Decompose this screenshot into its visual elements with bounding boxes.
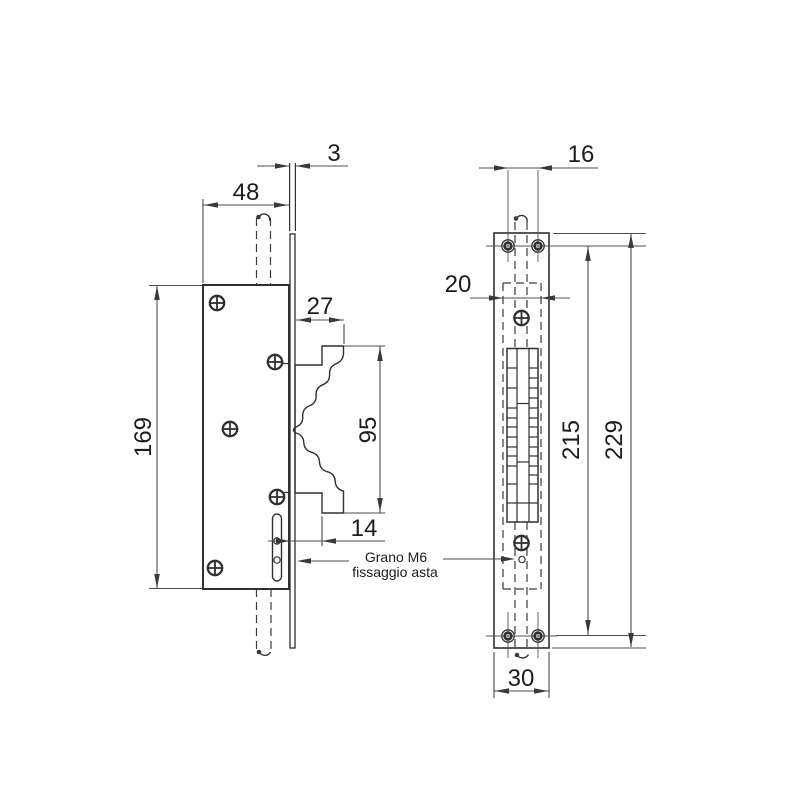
faceplate-edge — [290, 234, 295, 648]
dim-latch-height — [344, 346, 386, 513]
dim-latch-offset — [296, 293, 344, 344]
dim-label: 95 — [355, 416, 382, 444]
dim-label: 48 — [232, 179, 260, 206]
serrated-latch — [294, 346, 344, 513]
dim-label: 27 — [306, 293, 334, 320]
rod-break-dot — [515, 653, 520, 658]
rod-bottom-hidden — [257, 589, 272, 655]
screw-icon — [223, 422, 237, 436]
screw-icon — [268, 355, 282, 369]
rod-break-dot — [514, 216, 519, 221]
front-view — [486, 170, 557, 658]
callout-grub-screw — [297, 549, 515, 580]
rod-break-dot — [256, 215, 261, 220]
screw-icon — [210, 296, 224, 310]
dim-label: 16 — [567, 141, 595, 168]
screw-icon — [514, 311, 528, 325]
dim-label: 215 — [558, 419, 585, 461]
rack-window — [507, 349, 538, 523]
dim-label: 229 — [601, 419, 628, 461]
dim-cavity-width — [445, 271, 570, 301]
screw-icon — [514, 536, 528, 550]
dim-label: 169 — [130, 416, 157, 458]
dim-label: 20 — [444, 271, 472, 298]
dim-plate-thickness — [257, 140, 348, 169]
callout-text-line2: fissaggio asta — [352, 564, 438, 580]
grub-screw-hole — [274, 557, 280, 563]
side-view — [203, 163, 344, 655]
screw-icon — [270, 490, 284, 504]
dim-body-height — [130, 285, 202, 589]
rod-slot — [273, 514, 282, 581]
rod-strip-top — [290, 163, 296, 231]
dim-label: 3 — [327, 140, 341, 167]
dim-label: 30 — [507, 665, 535, 692]
dim-plate-width — [494, 652, 549, 698]
rod-top-hidden — [256, 214, 270, 285]
screw-icon — [208, 561, 222, 575]
dim-hole-spacing — [479, 141, 598, 171]
dim-body-depth — [203, 179, 289, 283]
rod-break-dot — [257, 650, 262, 655]
grub-screw-hole — [519, 556, 525, 562]
dim-label: 14 — [350, 515, 378, 542]
callout-text-line1: Grano M6 — [364, 549, 428, 565]
dim-latch-tab — [268, 515, 385, 546]
